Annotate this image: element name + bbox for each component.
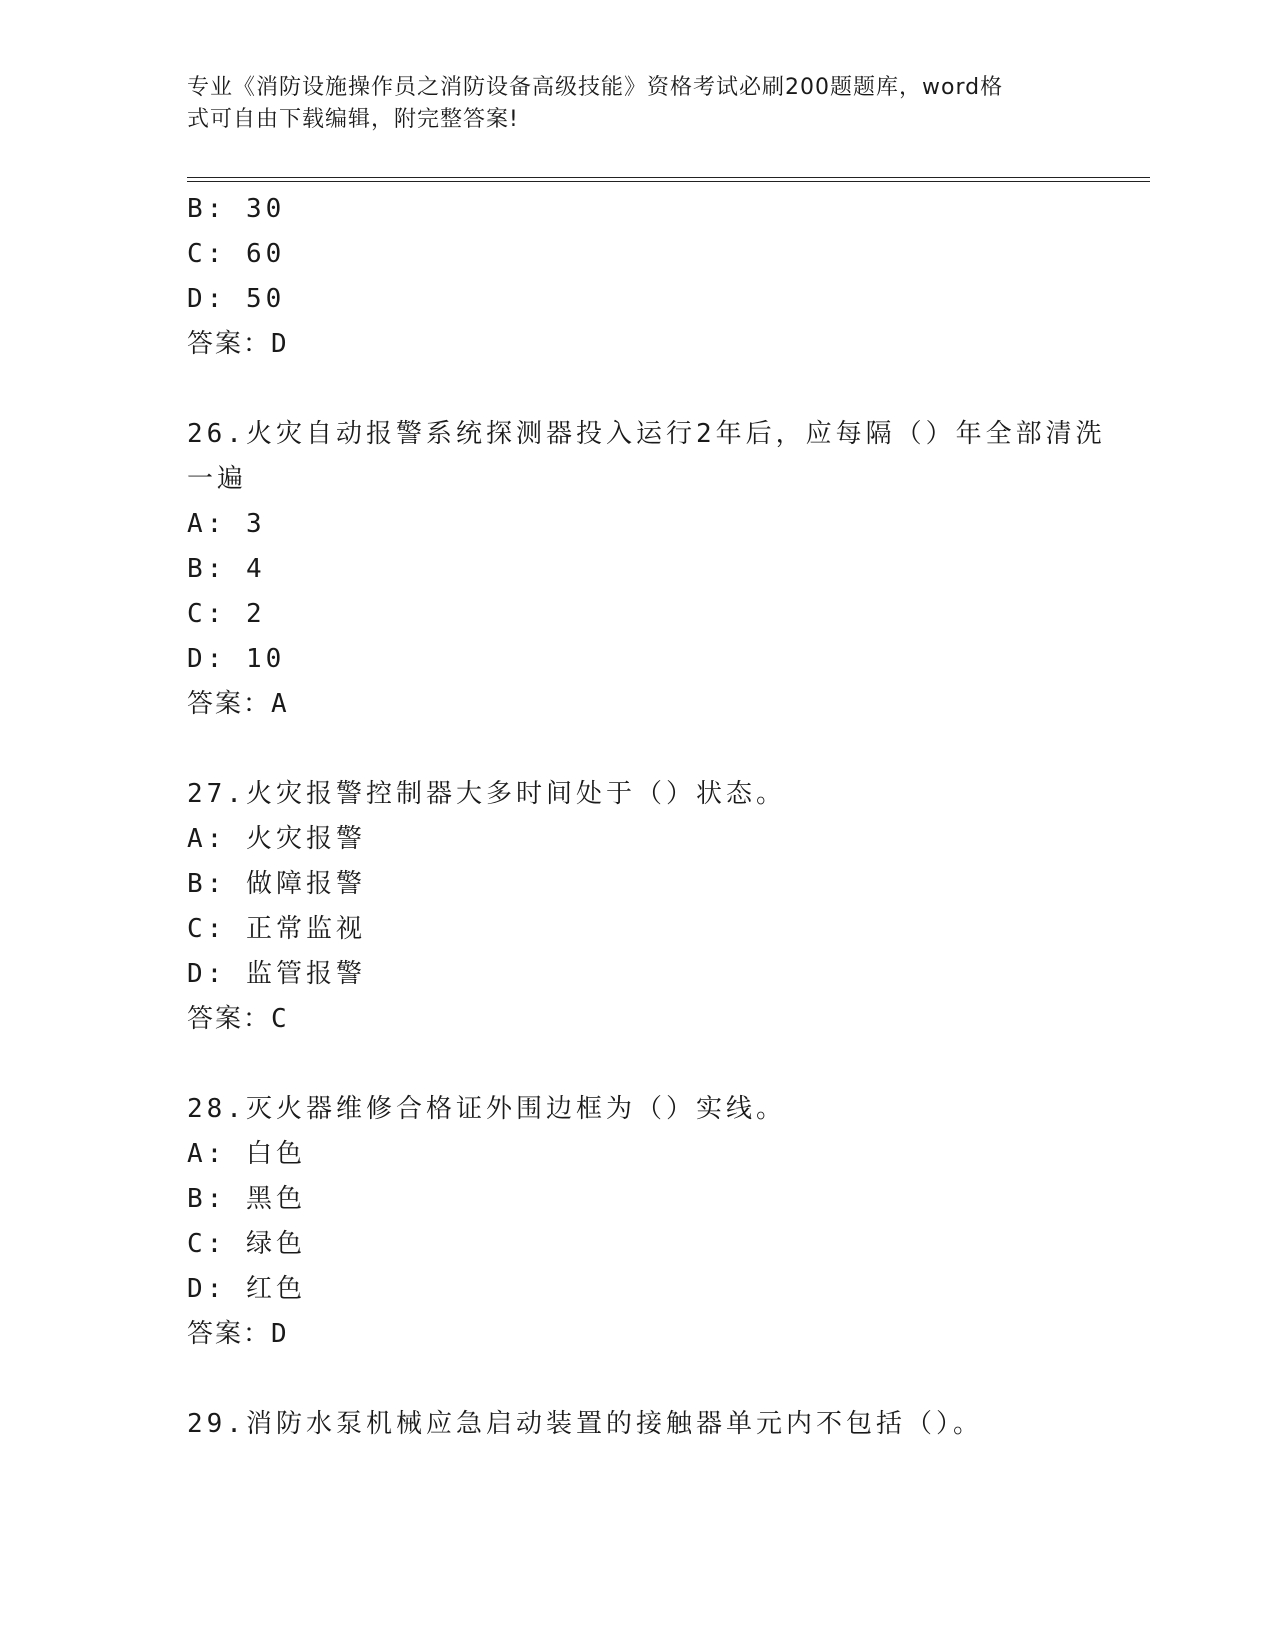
option-b: B: 做障报警 [187,869,366,899]
document-title-line-2: 式可自由下载编辑，附完整答案! [187,107,519,132]
option-c: C: 绿色 [187,1229,306,1259]
option-d: D: 监管报警 [187,959,366,989]
option-d: D: 50 [187,284,286,314]
option-a: A: 火灾报警 [187,824,366,854]
option-d: D: 红色 [187,1274,306,1304]
option-c: C: 2 [187,599,266,629]
question-stem-continuation: 一遍 [187,464,248,494]
option-c: C: 正常监视 [187,914,366,944]
option-a: A: 白色 [187,1139,306,1169]
answer: 答案：D [187,1319,289,1349]
document-title-line-1: 专业《消防设施操作员之消防设备高级技能》资格考试必刷200题题库，word格 [187,75,1004,100]
option-b: B: 4 [187,554,266,584]
question-stem: 27.火灾报警控制器大多时间处于（）状态。 [187,779,786,809]
option-b: B: 30 [187,194,286,224]
header-rule-bottom [187,181,1150,182]
answer: 答案：C [187,1004,289,1034]
answer: 答案：D [187,329,289,359]
option-d: D: 10 [187,644,286,674]
option-c: C: 60 [187,239,286,269]
answer: 答案：A [187,689,289,719]
document-header [187,72,1087,136]
header-rule-top [187,177,1150,178]
option-a: A: 3 [187,509,266,539]
question-stem: 28.灭火器维修合格证外围边框为（）实线。 [187,1094,786,1124]
question-stem: 29.消防水泵机械应急启动装置的接触器单元内不包括（）。 [187,1409,983,1439]
option-b: B: 黑色 [187,1184,306,1214]
question-stem: 26.火灾自动报警系统探测器投入运行2年后，应每隔（）年全部清洗 [187,419,1106,449]
